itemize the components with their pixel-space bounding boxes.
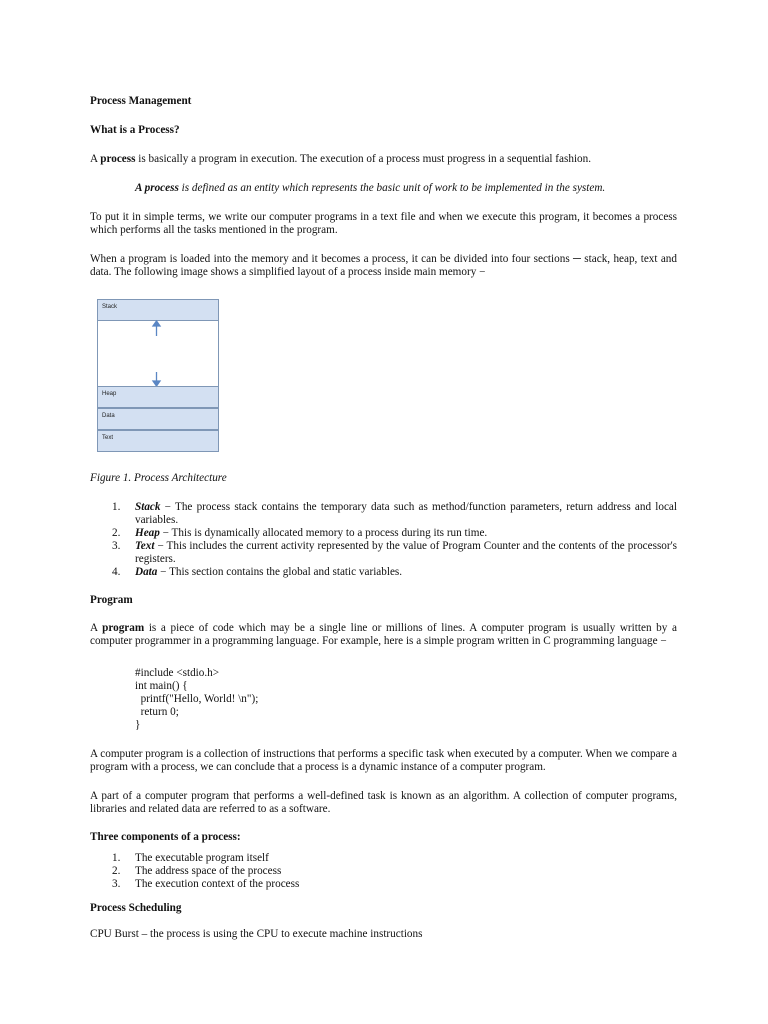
components-list (112, 852, 677, 891)
heading-process-scheduling: Process Scheduling (90, 902, 182, 914)
code-line: #include <stdio.h> (135, 667, 220, 679)
data-segment (97, 408, 219, 430)
up-arrow-icon (153, 321, 160, 326)
list-term: Stack (135, 501, 161, 513)
program-lead: A (90, 622, 103, 634)
definition-paragraph (135, 182, 695, 195)
stack-label: Stack (102, 304, 118, 310)
list-desc: − This section contains the global and static variables. (157, 566, 403, 578)
list-item (112, 540, 677, 566)
data-label: Data (102, 413, 115, 419)
heap-label: Heap (102, 391, 117, 397)
list-text: The executable program itself (135, 852, 269, 864)
heading-process-management: Process Management (90, 95, 192, 107)
program-rest: is a piece of code which may be a single line or millions of lines. A computer program is usually written by a computer programmer in a programming language. For example, here is a simple program written in C programming language − (90, 622, 677, 647)
process-sections-list (112, 501, 677, 579)
list-desc: − The process stack contains the temporary data such as method/function parameters, return address and local variables. (135, 501, 677, 526)
list-item (112, 878, 677, 891)
algorithm-paragraph: A part of a computer program that performs a well-defined task is known as an algorithm. A collection of computer programs, libraries and related data are referred to as a software. (90, 790, 677, 815)
heading-program: Program (90, 594, 133, 606)
definition-rest: is defined as an entity which represents the basic unit of work to be implemented in the system. (178, 182, 606, 194)
list-item (112, 566, 677, 579)
list-desc: − This includes the current activity represented by the value of Program Counter and the contents of the processor's registers. (135, 540, 677, 565)
intro-rest: is basically a program in execution. The execution of a process must progress in a sequential fashion. (135, 153, 592, 165)
list-number: 2. (112, 865, 121, 877)
list-item (112, 852, 677, 865)
text-label: Text (102, 435, 114, 441)
intro-lead: A (90, 153, 101, 165)
intro-bold-term: process (100, 153, 136, 165)
code-line: } (135, 719, 141, 731)
list-number: 1. (112, 501, 121, 513)
list-text: The address space of the process (135, 865, 282, 877)
cpu-burst-line: CPU Burst – the process is using the CPU to execute machine instructions (90, 928, 423, 940)
list-term: Text (135, 540, 155, 552)
list-item (112, 865, 677, 878)
code-line: printf("Hello, World! \n"); (135, 693, 259, 705)
heading-what-is-a-process: What is a Process? (90, 124, 180, 136)
list-text: The execution context of the process (135, 878, 300, 890)
definition-bold-term: A process (135, 182, 179, 194)
program-paragraph (90, 622, 677, 648)
code-line: return 0; (135, 706, 179, 718)
list-item (112, 501, 677, 527)
heap-segment (97, 386, 219, 408)
collection-paragraph: A computer program is a collection of instructions that performs a specific task when executed by a computer. When we compare a program with a process, we can conclude that a process is a dynamic instance of a computer program. (90, 748, 677, 773)
loaded-paragraph: When a program is loaded into the memory and it becomes a process, it can be divided into four sections ─ stack, heap, text and data. The following image shows a simplified layout of a process inside main memory − (90, 253, 677, 278)
list-term: Heap (135, 527, 160, 539)
list-number: 2. (112, 527, 121, 539)
program-bold-term: program (102, 622, 145, 634)
list-number: 4. (112, 566, 121, 578)
list-number: 3. (112, 540, 121, 552)
c-code-sample (135, 667, 258, 732)
list-desc: − This is dynamically allocated memory to a process during its run time. (159, 527, 488, 539)
simple-terms-paragraph: To put it in simple terms, we write our computer programs in a text file and when we execute this program, it becomes a process which performs all the tasks mentioned in the program. (90, 211, 677, 236)
process-memory-diagram (97, 299, 219, 452)
code-line: int main() { (135, 680, 188, 692)
intro-paragraph (90, 153, 680, 166)
list-term: Data (135, 566, 158, 578)
list-number: 1. (112, 852, 121, 864)
heading-three-components: Three components of a process: (90, 831, 241, 843)
text-segment (97, 430, 219, 452)
list-item (112, 527, 677, 540)
list-number: 3. (112, 878, 121, 890)
figure-caption: Figure 1. Process Architecture (90, 472, 227, 484)
